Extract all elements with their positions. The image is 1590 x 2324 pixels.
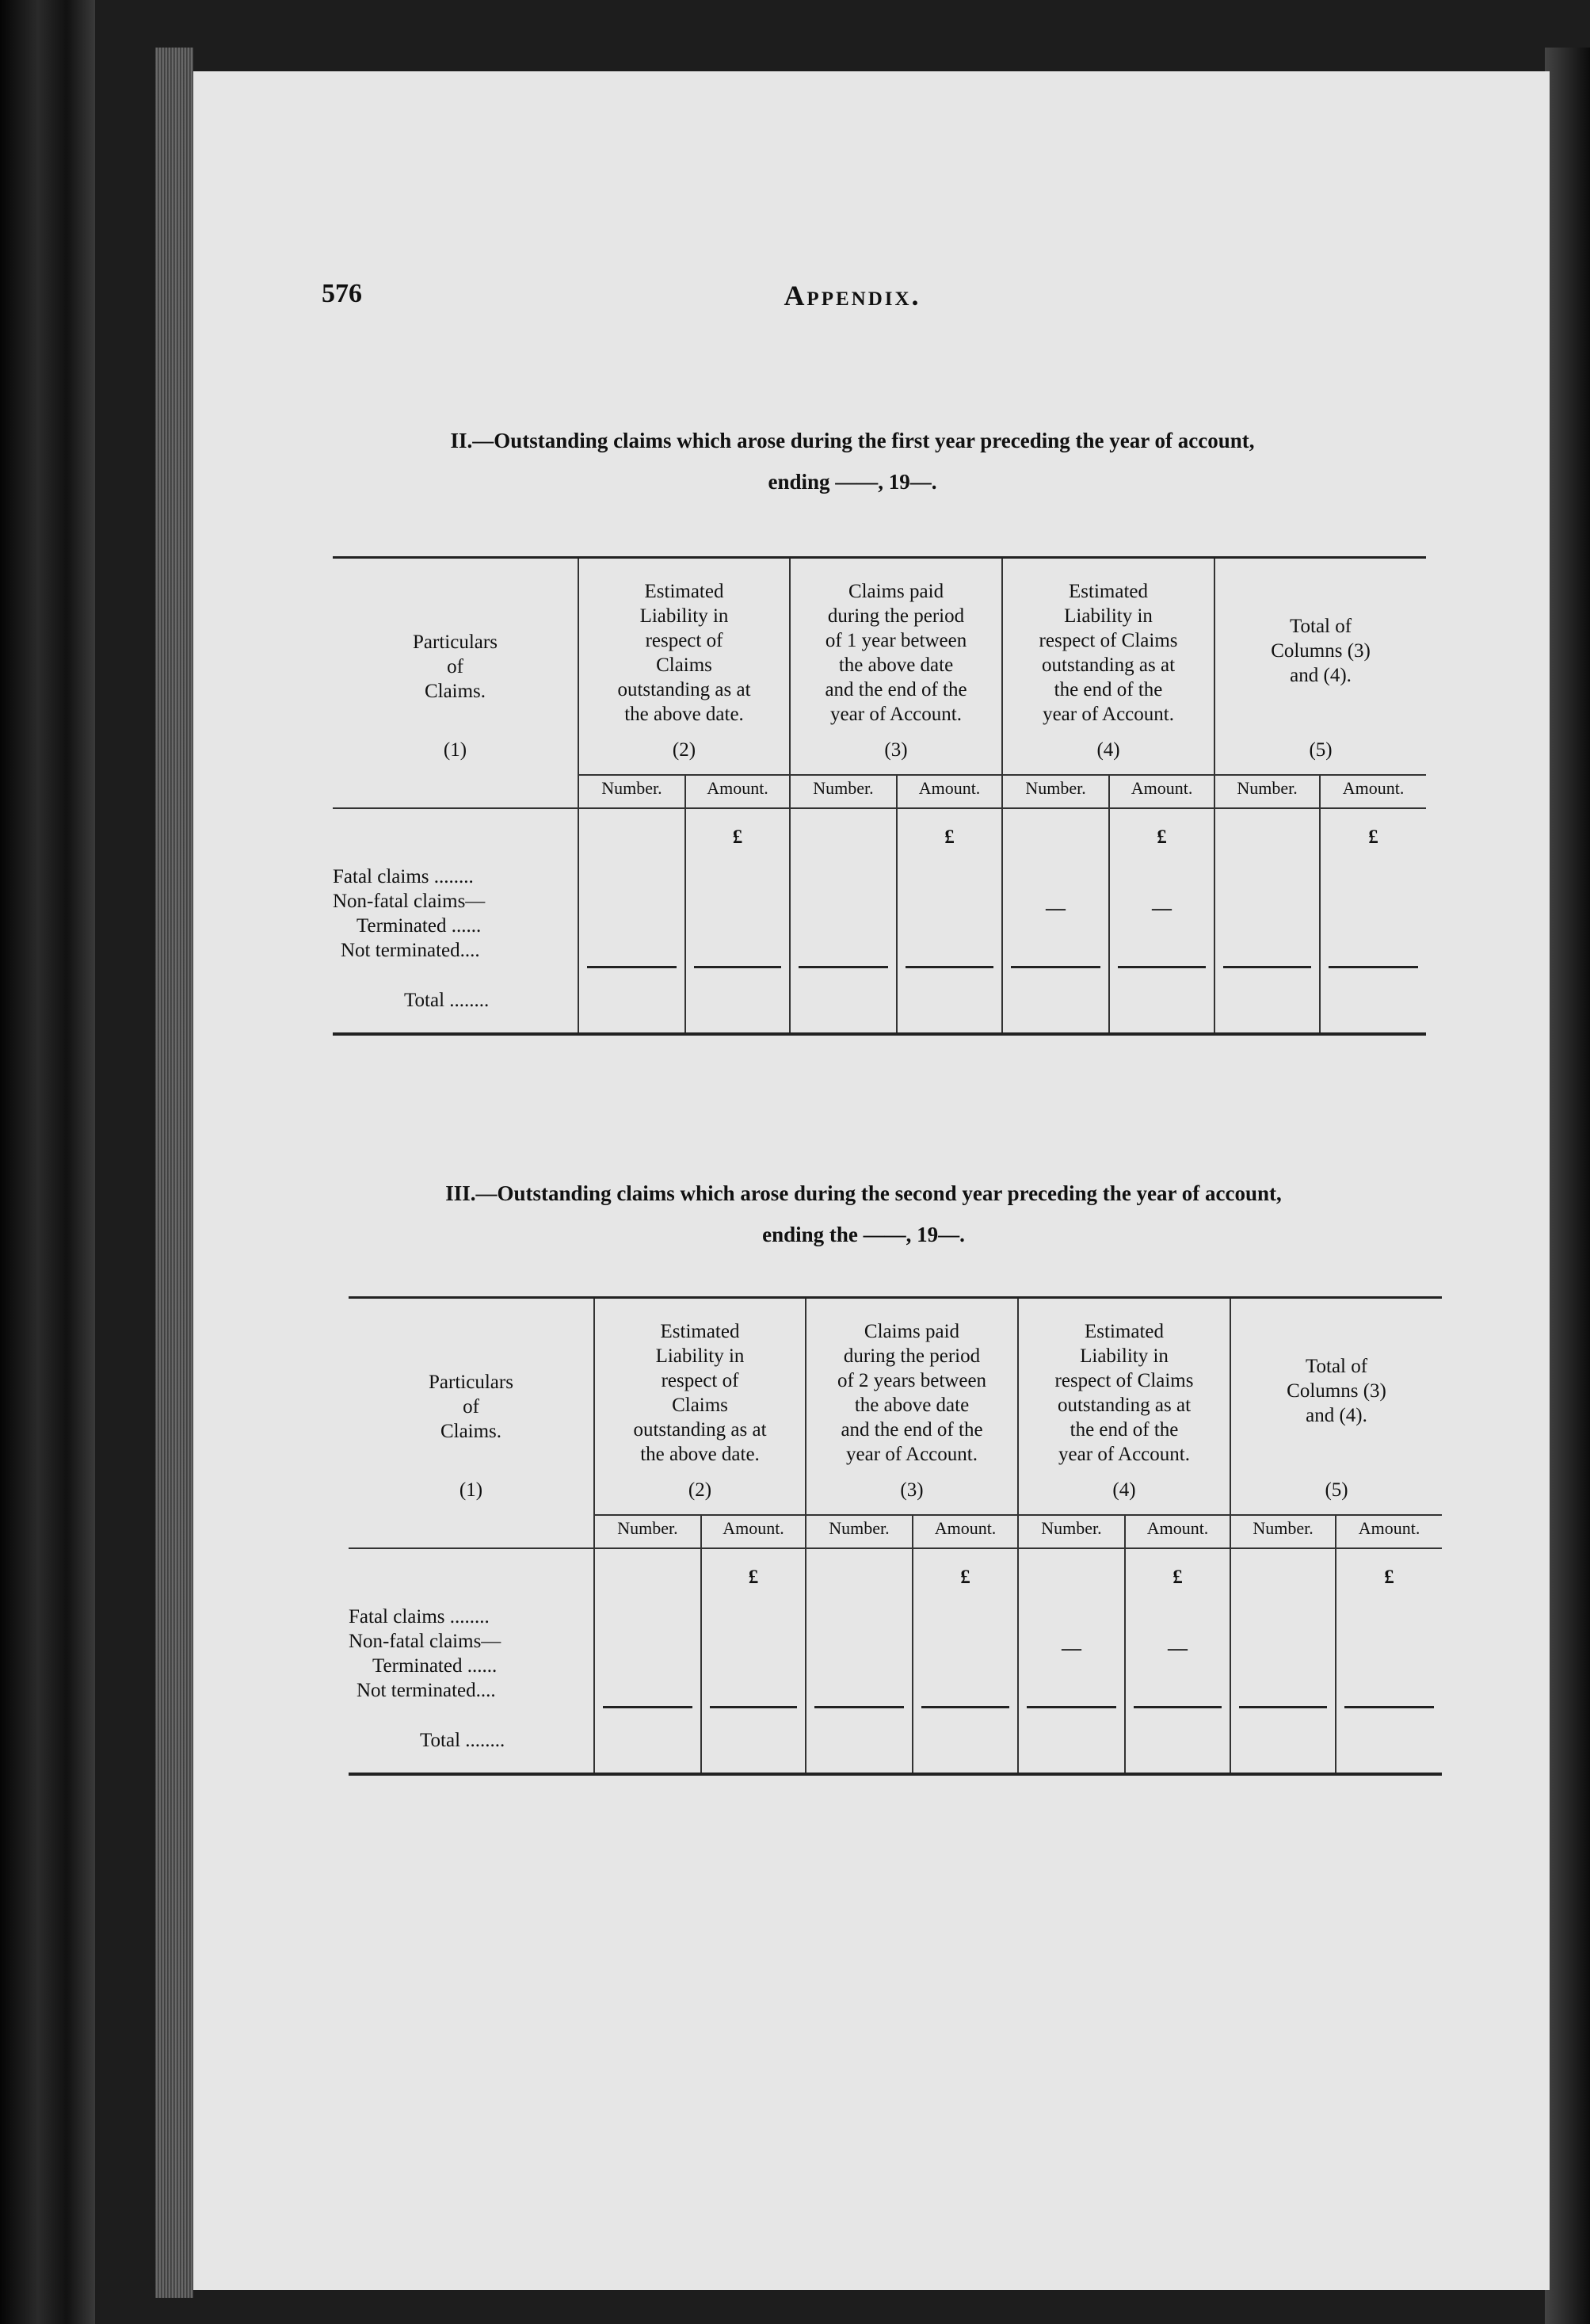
header-line: year of Account. [846, 1444, 978, 1465]
pound-sign: £ [748, 1567, 759, 1588]
header-line: Claims [672, 1395, 728, 1416]
data-cell [1002, 808, 1109, 974]
header-line: outstanding as at [617, 679, 751, 700]
data-cell [1214, 808, 1320, 974]
header-line: respect of Claims [1054, 1370, 1194, 1391]
header-line: Particulars [429, 1372, 513, 1393]
data-cell [913, 1548, 1018, 1714]
column-number: (2) [594, 1467, 806, 1515]
sum-rule [1118, 966, 1206, 968]
number-subheader: Number. [806, 1515, 913, 1548]
header-line: of 1 year between [825, 630, 967, 651]
header-line: respect of [645, 630, 723, 651]
amount-subheader: Amount. [701, 1515, 806, 1548]
header-line: the end of the [1070, 1419, 1179, 1441]
header-line: the above date. [640, 1444, 760, 1465]
pound-sign: £ [960, 1567, 970, 1588]
col2-header [578, 558, 790, 727]
sum-rule [814, 1706, 904, 1708]
total-cell [1109, 974, 1214, 1034]
sum-rule [921, 1706, 1009, 1708]
not-terminated-label: Not terminated.... [341, 940, 480, 961]
data-cell [1018, 1548, 1125, 1714]
total-cell [790, 974, 897, 1034]
header-line: Total of [1289, 616, 1352, 637]
total-cell [1125, 1714, 1230, 1774]
sum-rule [694, 966, 781, 968]
number-subheader: Number. [1230, 1515, 1336, 1548]
number-subheader: Number. [1002, 775, 1109, 808]
total-label: Total ........ [404, 990, 490, 1011]
header-line: Liability in [655, 1345, 745, 1367]
amount-subheader: Amount. [685, 775, 790, 808]
header-line: Liability in [1064, 605, 1153, 627]
column-number: (4) [1002, 727, 1214, 775]
section-title-line: ending the ——, 19—. [762, 1223, 965, 1246]
dash-mark: — [1046, 898, 1066, 919]
column-number: (3) [790, 727, 1002, 775]
column-number: (3) [806, 1467, 1018, 1515]
section-title-line: II.—Outstanding claims which arose during the first year preceding the year of account, [450, 429, 1255, 452]
header-line: Total of [1305, 1356, 1368, 1377]
number-subheader: Number. [578, 775, 685, 808]
amount-subheader: Amount. [913, 1515, 1018, 1548]
data-cell [685, 808, 790, 974]
header-line: Columns (3) [1287, 1380, 1386, 1402]
dash-mark: — [1168, 1638, 1188, 1659]
non-fatal-claims-label: Non-fatal claims— [333, 891, 486, 912]
row-labels [349, 1548, 594, 1714]
header-line: the end of the [1054, 679, 1163, 700]
sum-rule [1223, 966, 1311, 968]
total-cell [1214, 974, 1320, 1034]
total-cell [1320, 974, 1426, 1034]
particulars-header [349, 1298, 594, 1467]
amount-subheader: Amount. [1320, 775, 1426, 808]
header-line: and the end of the [825, 679, 967, 700]
particulars-header [333, 558, 578, 727]
col4-header [1002, 558, 1214, 727]
column-number: (1) [459, 1479, 483, 1501]
data-cell [897, 808, 1002, 974]
sum-rule [1344, 1706, 1434, 1708]
terminated-label: Terminated ...... [357, 915, 482, 937]
header-line: and (4). [1306, 1405, 1367, 1426]
right-page-edge [1545, 48, 1590, 2324]
data-cell [1109, 808, 1214, 974]
not-terminated-label: Not terminated.... [357, 1680, 496, 1701]
header-line: Claims. [424, 681, 486, 702]
fatal-claims-label: Fatal claims ........ [333, 866, 474, 887]
sum-rule [1027, 1706, 1116, 1708]
page-number: 576 [322, 279, 362, 308]
col5-header [1230, 1298, 1442, 1467]
header-line: outstanding as at [633, 1419, 767, 1441]
section-title-line: ending ——, 19—. [768, 470, 937, 494]
number-subheader: Number. [1214, 775, 1320, 808]
sum-rule [1134, 1706, 1222, 1708]
data-cell [1125, 1548, 1230, 1714]
header-line: Claims paid [848, 581, 944, 602]
data-cell [594, 1548, 701, 1714]
header-line: respect of Claims [1039, 630, 1178, 651]
total-cell [806, 1714, 913, 1774]
col5-header [1214, 558, 1426, 727]
header-line: the above date [854, 1395, 970, 1416]
header-line: during the period [843, 1345, 981, 1367]
header-line: Claims paid [864, 1321, 960, 1342]
amount-subheader: Amount. [897, 775, 1002, 808]
header-line: year of Account. [1058, 1444, 1190, 1465]
data-cell [1336, 1548, 1442, 1714]
fatal-claims-label: Fatal claims ........ [349, 1606, 490, 1628]
book-spine [0, 0, 95, 2324]
total-cell [897, 974, 1002, 1034]
header-line: Estimated [644, 581, 724, 602]
sum-rule [1239, 1706, 1327, 1708]
header-line: year of Account. [1043, 704, 1174, 725]
pound-sign: £ [1368, 826, 1378, 848]
header-line: Claims. [440, 1421, 502, 1442]
header-line: respect of [661, 1370, 739, 1391]
data-cell [701, 1548, 806, 1714]
header-line: Estimated [1069, 581, 1149, 602]
column-number: (2) [578, 727, 790, 775]
pound-sign: £ [1172, 1567, 1183, 1588]
amount-subheader: Amount. [1125, 1515, 1230, 1548]
sum-rule [603, 1706, 692, 1708]
spacer-cell [333, 775, 578, 808]
row-labels [333, 808, 578, 974]
running-head: Appendix. [784, 280, 921, 311]
terminated-label: Terminated ...... [372, 1655, 498, 1677]
header-line: of [463, 1396, 479, 1418]
data-cell [578, 808, 685, 974]
total-cell [685, 974, 790, 1034]
number-subheader: Number. [790, 775, 897, 808]
total-cell [594, 1714, 701, 1774]
total-cell [913, 1714, 1018, 1774]
header-line: outstanding as at [1042, 654, 1176, 676]
total-cell [1002, 974, 1109, 1034]
data-cell [1320, 808, 1426, 974]
header-line: and the end of the [841, 1419, 983, 1441]
sum-rule [587, 966, 677, 968]
total-cell [701, 1714, 806, 1774]
header-line: Claims [656, 654, 712, 676]
book-page [193, 71, 1550, 2290]
pound-sign: £ [1157, 826, 1167, 848]
total-cell [1230, 1714, 1336, 1774]
header-line: Estimated [1085, 1321, 1164, 1342]
data-cell [1230, 1548, 1336, 1714]
col4-header [1018, 1298, 1230, 1467]
data-cell [790, 808, 897, 974]
header-line: Liability in [1080, 1345, 1169, 1367]
header-line: outstanding as at [1057, 1395, 1192, 1416]
section-iii-title [333, 1173, 1394, 1255]
amount-subheader: Amount. [1109, 775, 1214, 808]
pound-sign: £ [1384, 1567, 1394, 1588]
total-label: Total ........ [420, 1730, 505, 1751]
data-cell [806, 1548, 913, 1714]
section-ii-title [322, 420, 1383, 502]
col2-header [594, 1298, 806, 1467]
dash-mark: — [1062, 1638, 1081, 1659]
sum-rule [1329, 966, 1418, 968]
header-line: of 2 years between [837, 1370, 987, 1391]
total-cell [1018, 1714, 1125, 1774]
dash-mark: — [1152, 898, 1172, 919]
header-line: Particulars [413, 632, 498, 653]
spacer-cell [349, 1515, 594, 1548]
header-line: Columns (3) [1271, 640, 1371, 662]
section-iii-table [349, 1296, 1442, 1776]
header-line: Liability in [639, 605, 729, 627]
page-edges [155, 48, 193, 2298]
column-number: (1) [443, 739, 467, 761]
column-number: (5) [1230, 1467, 1442, 1515]
col3-header [806, 1298, 1018, 1467]
number-subheader: Number. [594, 1515, 701, 1548]
total-cell [1336, 1714, 1442, 1774]
pound-sign: £ [732, 826, 743, 848]
header-line: the above date [838, 654, 954, 676]
header-line: during the period [827, 605, 965, 627]
header-line: the above date. [624, 704, 744, 725]
sum-rule [799, 966, 888, 968]
section-title-line: III.—Outstanding claims which arose during the second year preceding the year of account, [445, 1181, 1282, 1205]
column-number: (5) [1214, 727, 1426, 775]
non-fatal-claims-label: Non-fatal claims— [349, 1631, 501, 1652]
sum-rule [1011, 966, 1100, 968]
header-line: Estimated [660, 1321, 740, 1342]
sum-rule [906, 966, 993, 968]
header-line: of [447, 656, 463, 677]
section-ii-table [333, 556, 1426, 1036]
header-line: year of Account. [830, 704, 962, 725]
column-number: (4) [1018, 1467, 1230, 1515]
page-header [322, 279, 1383, 326]
header-line: and (4). [1290, 665, 1352, 686]
pound-sign: £ [944, 826, 955, 848]
sum-rule [710, 1706, 797, 1708]
total-cell [578, 974, 685, 1034]
col3-header [790, 558, 1002, 727]
number-subheader: Number. [1018, 1515, 1125, 1548]
amount-subheader: Amount. [1336, 1515, 1442, 1548]
